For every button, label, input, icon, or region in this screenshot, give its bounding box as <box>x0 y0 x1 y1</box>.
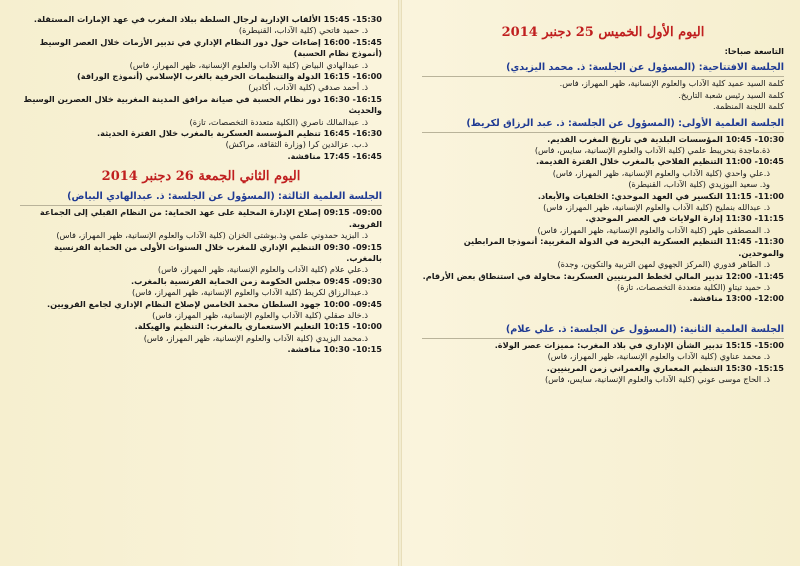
program-item: 12:00- 13:00 مناقشة. <box>689 293 784 304</box>
speaker-line: ذ.محمد اليزيدي (كلية الآداب والعلوم الإنسانية، ظهر المهراز، فاس) <box>143 332 368 343</box>
program-item: 15:45- 16:00 إضاءات حول دور النظام الإداري في تدبير الأزمات خلال العصر الوسيط (أنموذج نظام الحسبة) <box>39 36 382 59</box>
speaker-line: ذ. أحمد صدقي (كلية الآداب، أكادير) <box>248 82 368 93</box>
speaker-line: ذ.خالد صقلي (كلية الآداب والعلوم الإنسانية، ظهر المهراز، فاس) <box>152 309 368 320</box>
speaker-line: ذ. المصطفى طهر (كلية الآداب والعلوم الإنسانية، ظهر المهراز، فاس) <box>537 224 770 235</box>
program-item: 10:00- 10:15 التعليم الاستعماري بالمغرب: التنظيم والهيكلة. <box>134 321 382 332</box>
session1-rows <box>422 134 784 305</box>
program-item: 11:00- 11:15 التكسير في العهد الموحدي: الخلفيات والأبعاد. <box>537 190 784 201</box>
program-item: 11:15- 11:30 إدارة الولايات في العصر الموحدي. <box>585 213 784 224</box>
speaker-line: ذ.علي واحدي (كلية الآداب والعلوم الإنسانية، ظهر المهراز، فاس) <box>552 167 770 178</box>
speaker-line: ذ. عبدالهادي البياض (كلية الآداب والعلوم الإنسانية، ظهر المهراز، فاس) <box>129 59 368 70</box>
opening-item: كلمة السيد رئيس شعبة التاريخ. <box>678 89 784 100</box>
opening-items <box>422 78 784 112</box>
session2-title: الجلسة العلمية الثانية: (المسؤول عن الجلسة: ذ. علي علام) <box>422 323 784 339</box>
speaker-line: ذ.عبدالرزاق لكريط (كلية الآداب والعلوم الإنسانية، ظهر المهراز، فاس) <box>132 287 368 298</box>
speaker-line: ذ. الطاهر قدوري (المركز الجهوي لمهن التربية والتكوين، وجدة) <box>557 259 770 270</box>
program-item: 10:30- 10:45 المؤسسات البلدية في تاريخ المغرب القديم. <box>547 133 784 144</box>
speaker-line: ذ. حميد تيتاو (الكلية متعددة التخصصات، تازة) <box>617 281 770 292</box>
right-column <box>422 10 784 385</box>
program-item: 10:15- 10:30 مناقشة. <box>287 344 382 355</box>
session3-title: الجلسة العلمية الثالثة: (المسؤول عن الجلسة: ذ. عبدالهادي البياض) <box>20 190 382 206</box>
speaker-line: ذ. حميد فاتحي (كلية الآداب، القنيطرة) <box>238 25 368 36</box>
program-item: 16:00- 16:15 الدولة والتنظيمات الحرفية بالغرب الإسلامي (أنموذج الوراقة) <box>76 71 382 82</box>
speaker-line: ذ. محمد عناوي (كلية الآداب والعلوم الإنسانية، ظهر المهراز، فاس) <box>547 351 770 362</box>
speaker-line: ذ. الحاج موسى عوني (كلية الآداب والعلوم الإنسانية، سايس، فاس) <box>544 373 770 384</box>
program-item: 09:30- 09:45 مجلس الحكومة زمن الحماية الفرنسية بالمغرب. <box>131 275 382 286</box>
speaker-line: ذ.ب. عزالدين كرا (وزارة الثقافة، مراكش) <box>225 139 368 150</box>
program-item: 09:00- 09:15 إصلاح الإدارة المحلية على عهد الحماية: من النظام القبلي إلى الجماعة القروية. <box>39 207 382 229</box>
speaker-line: ذ. عبدالمالك ناصري (الكلية متعددة التخصصات، تازة) <box>189 116 368 127</box>
session1-title: الجلسة العلمية الأولى: (المسؤول عن الجلسة: ذ. عبد الرزاق لكريط) <box>422 117 784 133</box>
program-item: 15:00- 15:15 تدبير الشأن الإداري في بلاد المغرب: مميزات عصر الولاة. <box>494 339 784 350</box>
day1-title: اليوم الأول الخميس 25 دجنبر 2014 <box>501 25 705 40</box>
speaker-line: ذ. عبدالله بنمليح (كلية الآداب والعلوم الإنسانية، ظهر المهراز، فاس) <box>543 202 770 213</box>
day2-title: اليوم الثاني الجمعة 26 دجنبر 2014 <box>101 169 301 185</box>
session2-rows <box>422 340 784 386</box>
speaker-line: ذة.ماجدة بنحريبط علمي (كلية الآداب والعلوم الإنسانية، سايس، فاس) <box>534 145 770 156</box>
program-item: 11:45- 12:00 تدبير المالي لخطط المرينيين العسكرية: محاولة في استنطاق بعض الأرقام. <box>422 270 784 281</box>
program-item: 09:15- 09:30 التنظيم الإداري للمغرب خلال السنوات الأولى من الحماية الفرنسية بالمغرب. <box>53 241 382 263</box>
opening-item: كلمة السيد عميد كلية الآداب والعلوم الإنسانية، ظهر المهراز، فاس. <box>559 78 784 89</box>
program-item: 15:30- 15:45 الألقاب الإدارية لرجال السلطة ببلاد المغرب في عهد الإمارات المستقلة. <box>33 14 382 24</box>
program-item: 16:30- 16:45 تنظيم المؤسسة العسكرية بالمغرب خلال الفترة الحديثة. <box>97 128 382 139</box>
program-item: 16:15- 16:30 دور نظام الحسبة في صيانة مرافق المدينة المغربية خلال العصرين الوسيط والحديث <box>23 93 382 116</box>
opening-session-title: الجلسة الافتتاحية: (المسؤول عن الجلسة: ذ. محمد اليزيدي) <box>422 61 784 77</box>
session2-continued-rows <box>20 14 382 162</box>
speaker-line: وذ. سعيد البوزيدي (كلية الآداب، القنيطرة) <box>628 179 770 190</box>
program-item: 09:45- 10:00 جهود السلطان محمد الخامس لإصلاح النظام الإداري لجامع القرويين. <box>46 298 382 309</box>
opening-time: التاسعة صباحا: <box>724 46 784 56</box>
opening-item: كلمة اللجنة المنظمة. <box>713 101 784 112</box>
speaker-line: ذ.علي علام (كلية الآداب والعلوم الإنسانية، ظهر المهراز، فاس) <box>157 264 368 275</box>
center-fold <box>398 0 402 566</box>
program-item: 11:30- 11:45 التنظيم العسكرية البحرية في الدولة المغربية: أنموذجا المرابطين والموحدين. <box>463 236 784 258</box>
session3-rows <box>20 207 382 355</box>
speaker-line: ذ. البزيد حمدوني علمي وذ.بوشتى الخزان (كلية الآداب والعلوم الإنسانية، ظهر المهراز، فاس) <box>56 230 368 241</box>
program-item: 16:45- 17:45 مناقشة. <box>287 150 382 161</box>
program-item: 15:15- 15:30 التنظيم المعماري والعمراني زمن المرينيين. <box>546 362 784 373</box>
program-item: 10:45- 11:00 التنظيم الفلاحي بالمغرب خلال الفترة القديمة. <box>535 156 784 167</box>
left-column <box>20 14 382 356</box>
